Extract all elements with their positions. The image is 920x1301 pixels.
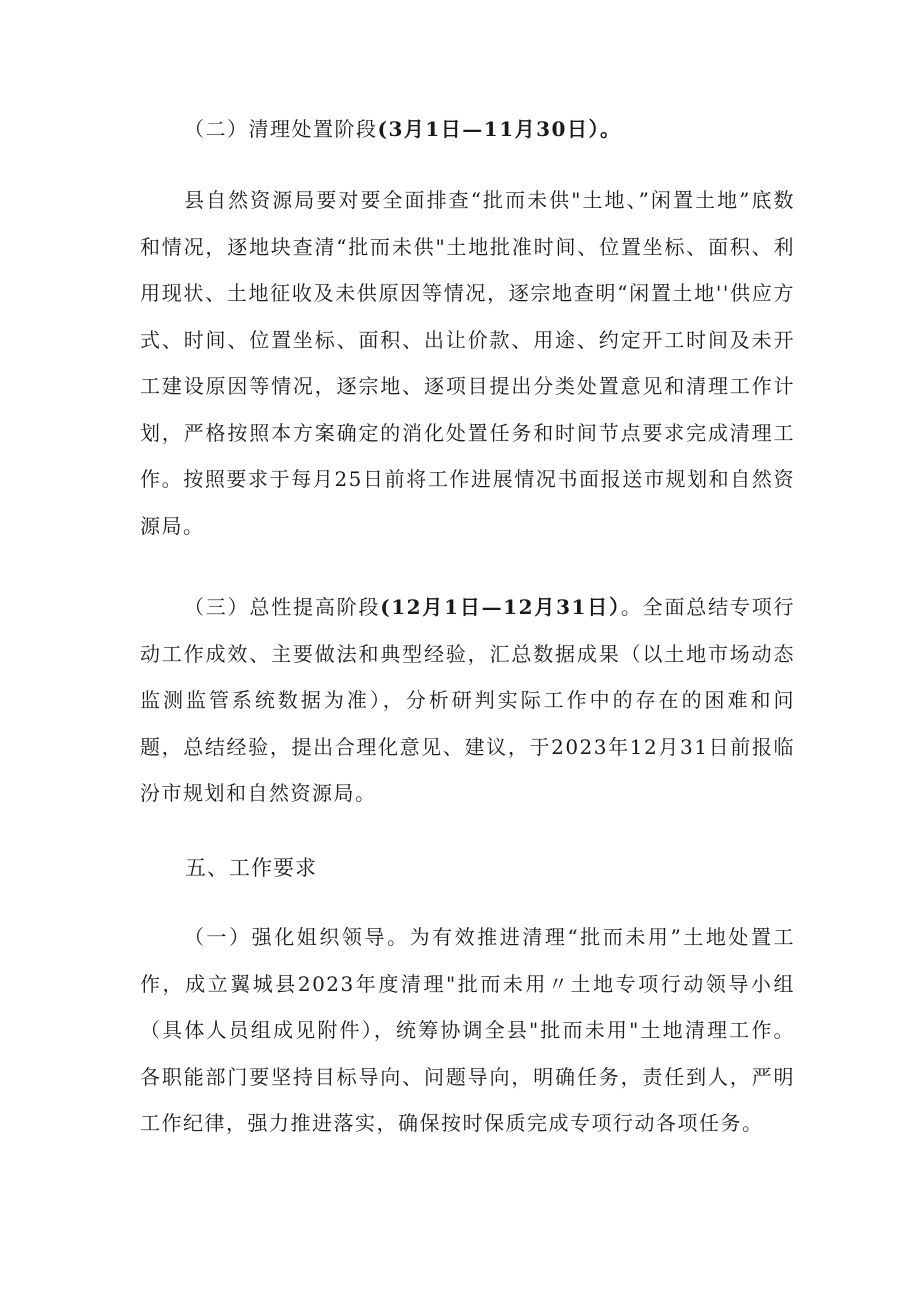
requirement-1-paragraph: （一）强化姐织领导。为有效推进清理“批而未用”土地处置工作，成立翼城县2023年度清理"批而未用〃土地专项行动领导小组（具体人员组成见附件），统筹协调全县"批而未用"土地清理工作。各职能部门要坚持目标导向、问题导向，明确任务，责任到人，严明工作纪律，强力推进落实，确保按时保质完成专项行动各项任务。: [140, 925, 795, 1135]
stage3-paragraph: [140, 584, 795, 817]
stage2-body: 县自然资源局要对要全面排查“批而未供"土地、”闲置土地”底数和情况，逐地块查清“批而未供"土地批准时间、位置坐标、面积、利用现状、土地征收及未供原因等情况，逐宗地查明“闲置土地''供应方式、时间、位置坐标、面积、出让价款、用途、约定开工时间及未开工建设原因等情况，逐宗地、逐项目提出分类处置意见和清理工作计划，严格按照本方案确定的消化处置任务和时间节点要求完成清理工作。按照要求于每月25日前将工作进展情况书面报送市规划和自然资源局。: [140, 188, 795, 538]
stage3-title: （三）总性提高阶段: [184, 595, 381, 619]
stage2-heading: [140, 106, 795, 153]
section-heading-work-requirements: 五、工作要求: [185, 856, 317, 880]
stage3-dates: (12月1日—12月31日）: [380, 595, 621, 619]
stage2-dates: (3月1日—11月30日）。: [377, 117, 622, 141]
stage3-body: 。全面总结专项行动工作成效、主要做法和典型经验，汇总数据成果（以土地市场动态监测监管系统数据为准），分析研判实际工作中的存在的困难和问题，总结经验，提出合理化意见、建议，于2023年12月31日前报临汾市规划和自然资源局。: [140, 595, 796, 805]
stage2-title: （二）清理处置阶段: [184, 117, 378, 141]
